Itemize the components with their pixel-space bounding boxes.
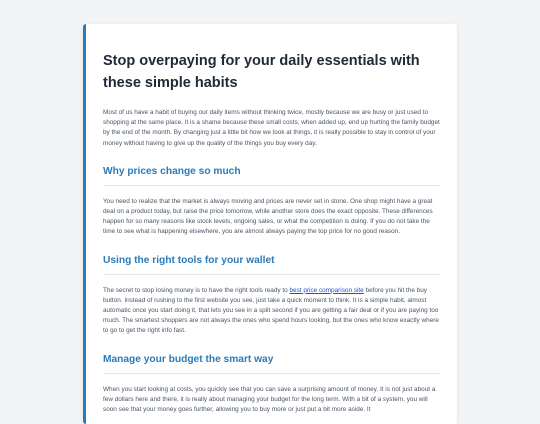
section-body-prices: You need to realize that the market is always moving and prices are never set in stone. One shop might have a great deal on a product today, but raise the price tomorrow, while another store does the exact opposite. These differences happen for so many reasons like stock levels, ongoing sales, or what the competition is doing. If you do not take the time to see what is happening elsewhere, you are almost always paying the top price for no good reason.: [103, 197, 433, 236]
section-body-budget: When you start looking at costs, you quickly see that you can save a surprising amount of money. It is not just about a few dollars here and there, it is really about managing your budget for the long term. With a bit of a system, you will soon see that your money goes further, allowing you to buy more or just put a bit more aside. It: [103, 385, 436, 414]
article-title: Stop overpaying for your daily essentials with these simple habits: [103, 53, 420, 91]
section-body-tools: [103, 286, 440, 337]
tools-text-after-link: before you hit the buy button. Instead of rushing to the first website you see, just take a quick moment to think. It is a simple habit, almost automatic once you start doing it, that lets you see in a split second if you are getting a fair deal or if you are paying too much. The smartest shoppers are not always the ones who spend hours looking, but the ones who know exactly where to go to get the right info fast.: [103, 286, 439, 335]
section-heading-budget: Manage your budget the smart way: [103, 353, 440, 374]
price-comparison-link[interactable]: best price comparison site: [289, 286, 364, 294]
section-heading-tools: Using the right tools for your wallet: [103, 254, 440, 275]
tools-text-before-link: The secret to stop losing money is to have the right tools ready to: [103, 286, 290, 294]
section-heading-prices: Why prices change so much: [103, 165, 440, 186]
article-card: [83, 24, 457, 424]
article-intro: Most of us have a habit of buying our daily items without thinking twice, mostly because we are busy or just used to shopping at the same place. It is a shame because these small costs, when added up, end up hurting the family budget by the end of the month. By changing just a little bit how we look at things, it is really possible to stay in control of your money without having to give up the quality of the things you buy every day.: [103, 109, 440, 147]
